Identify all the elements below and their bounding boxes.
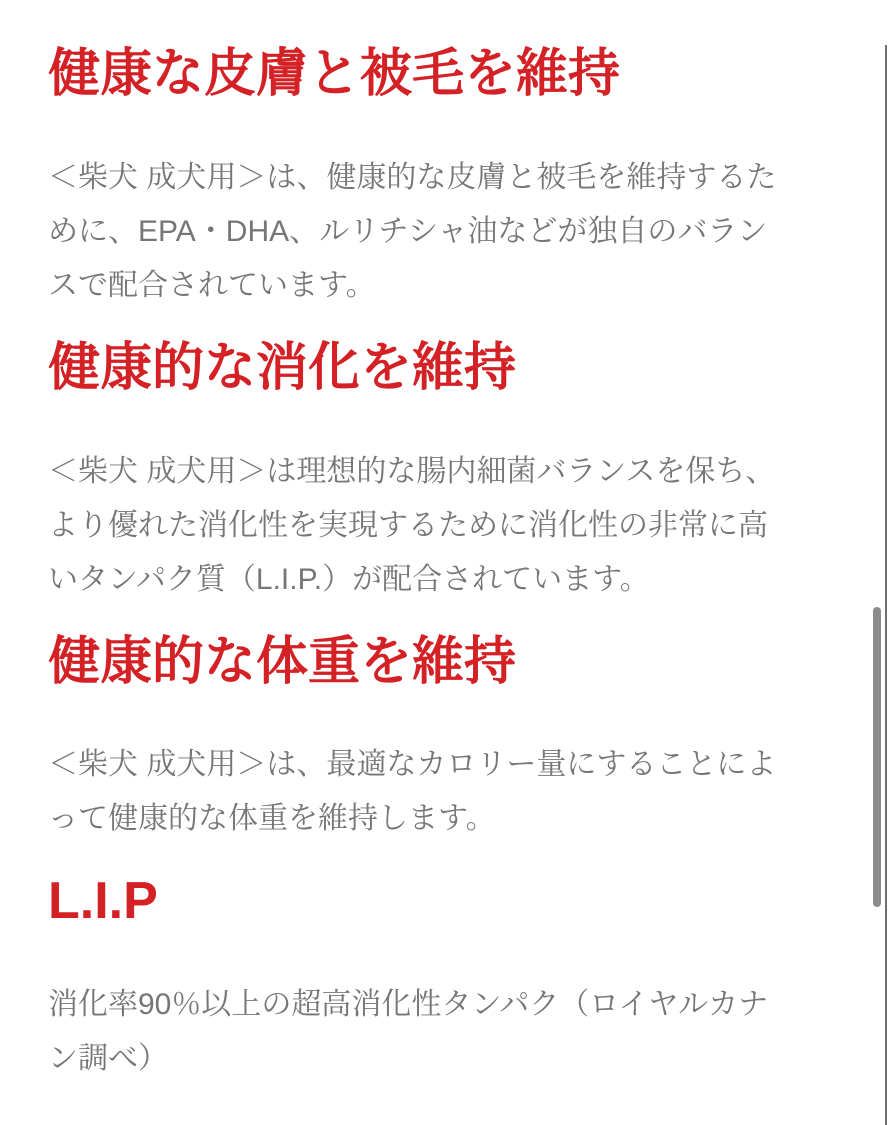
section-weight [48,633,889,847]
section-body-lip: 消化率90％以上の超高消化性タンパク（ロイヤルカナン調べ） [48,988,769,1076]
section-lip [48,872,889,1086]
section-body-weight: ＜柴犬 成犬用＞は、最適なカロリー量にすることによって健康的な体重を維持します。 [48,748,777,836]
section-body-skin-coat: ＜柴犬 成犬用＞は、健康的な皮膚と被毛を維持するために、EPA・DHA、ルリチシャ油などが独自のバランスで配合されています。 [48,160,777,302]
right-edge-border [885,45,887,1125]
section-heading-lip: L.I.P [48,872,158,931]
section-body-digestion: ＜柴犬 成犬用＞は理想的な腸内細菌バランスを保ち、より優れた消化性を実現するために消化性の非常に高いタンパク質（L.I.P.）が配合されています。 [48,454,776,596]
vertical-scrollbar-thumb[interactable] [873,607,881,907]
section-heading-weight: 健康的な体重を維持 [48,632,517,691]
section-digestion [48,339,889,607]
product-benefits-page [0,45,889,1086]
section-heading-digestion: 健康的な消化を維持 [48,338,517,397]
section-heading-skin-coat: 健康な皮膚と被毛を維持 [48,45,621,103]
section-skin-coat [48,45,889,313]
